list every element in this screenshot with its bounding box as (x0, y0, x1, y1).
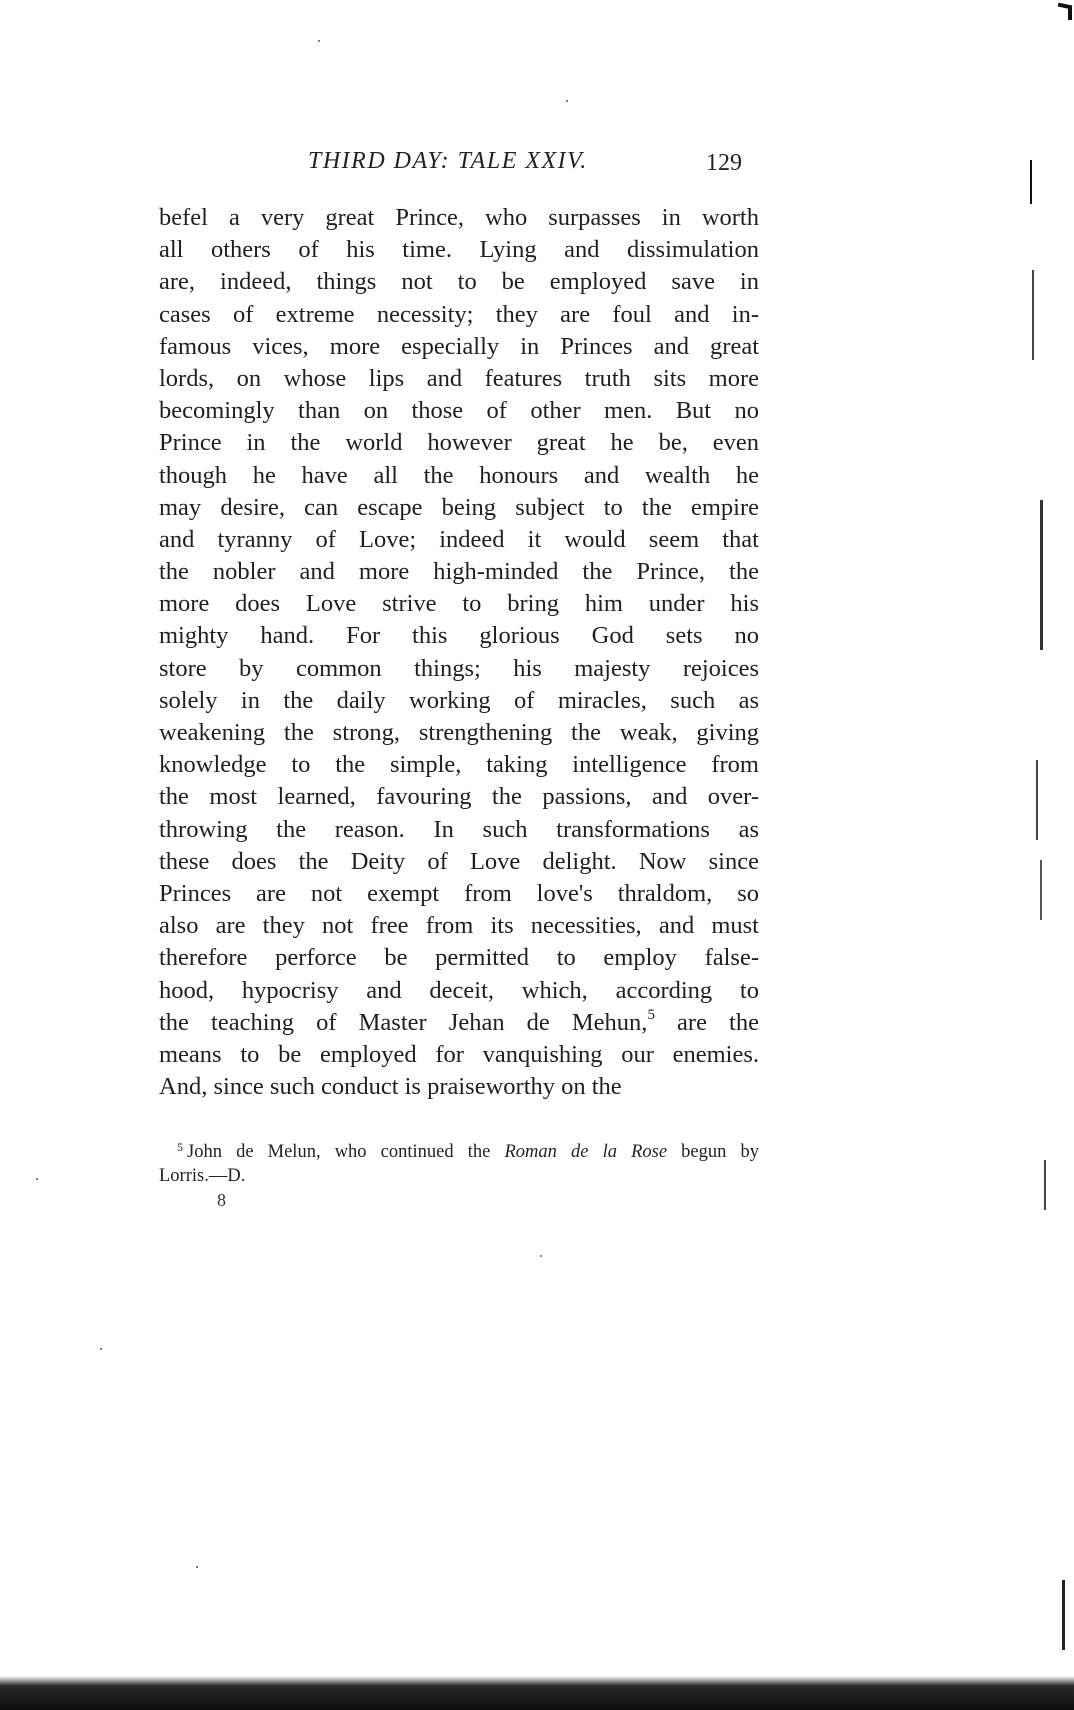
text-line: store by common things; his majesty rejoices (159, 654, 759, 682)
text-line: more does Love strive to bring him under his (159, 590, 759, 618)
text-line: Prince in the world however great he be, even (159, 429, 759, 457)
footnote-line: Lorris.—D. (159, 1166, 246, 1186)
text-line: also are they not free from its necessities, and must (159, 912, 759, 940)
scan-speck (318, 40, 320, 42)
scan-edge-mark (1044, 1160, 1046, 1210)
text-line: and tyranny of Love; indeed it would seem that (159, 525, 759, 553)
scan-speck (566, 100, 568, 102)
text-line: all others of his time. Lying and dissimulation (159, 236, 759, 264)
text-line: hood, hypocrisy and deceit, which, according to (159, 976, 759, 1004)
text-line: these does the Deity of Love delight. Now since (159, 847, 759, 875)
text-line: cases of extreme necessity; they are foul and in- (159, 300, 759, 328)
footnote-reference: 5 (647, 1006, 655, 1023)
text-line: befel a very great Prince, who surpasses in worth (159, 204, 759, 231)
signature-mark: 8 (217, 1190, 226, 1210)
footnote-text: begun by (667, 1142, 759, 1162)
scan-speck (36, 1178, 38, 1180)
text-line: And, since such conduct is praiseworthy on the (159, 1073, 622, 1101)
text-line-segment: the teaching of Master Jehan de Mehun, (159, 1008, 648, 1036)
scan-speck (100, 1348, 102, 1350)
text-line-segment: are the (654, 1008, 759, 1036)
scan-speck (540, 1255, 542, 1257)
running-head: THIRD DAY: TALE XXIV. (308, 148, 588, 174)
text-line: therefore perforce be permitted to employ false- (159, 944, 759, 972)
text-line: knowledge to the simple, taking intelligence from (159, 751, 759, 779)
text-line: lords, on whose lips and features truth sits more (159, 364, 759, 392)
footnote (159, 1140, 759, 1188)
text-line: though he have all the honours and wealth he (159, 461, 759, 489)
scan-speck (196, 1566, 198, 1568)
footnote-italic-title: Roman de la Rose (504, 1142, 668, 1162)
scan-edge-mark (1040, 500, 1043, 650)
scan-edge-mark (1040, 860, 1042, 920)
text-line: the most learned, favouring the passions, and over- (159, 783, 759, 811)
scan-edge-mark (1036, 760, 1038, 840)
text-line: weakening the strong, strengthening the weak, giving (159, 719, 759, 746)
text-line: mighty hand. For this glorious God sets no (159, 622, 759, 650)
text-line: are, indeed, things not to be employed save in (159, 268, 759, 296)
text-line: may desire, can escape being subject to the empire (159, 493, 759, 521)
text-line: becomingly than on those of other men. But no (159, 397, 759, 425)
text-line: throwing the reason. In such transformations as (159, 815, 759, 843)
text-line: solely in the daily working of miracles, such as (159, 686, 759, 714)
footnote-text: John de Melun, who continued the (187, 1142, 505, 1162)
text-line: famous vices, more especially in Princes and great (159, 332, 759, 360)
scan-edge-mark (1068, 6, 1072, 20)
footnote-line (159, 1140, 759, 1164)
text-line: means to be employed for vanquishing our enemies. (159, 1040, 759, 1068)
scan-edge-mark (1062, 1580, 1065, 1650)
text-line: the nobler and more high-minded the Prince, the (159, 558, 759, 586)
text-line-with-footnote-ref (159, 1007, 759, 1039)
scan-bottom-edge (0, 1672, 1074, 1710)
page-number: 129 (706, 150, 742, 176)
scan-edge-mark (1030, 160, 1032, 204)
text-line: Princes are not exempt from love's thraldom, so (159, 879, 759, 907)
footnote-number: 5 (177, 1140, 183, 1154)
scan-edge-mark (1032, 270, 1034, 360)
body-text (159, 202, 759, 1103)
